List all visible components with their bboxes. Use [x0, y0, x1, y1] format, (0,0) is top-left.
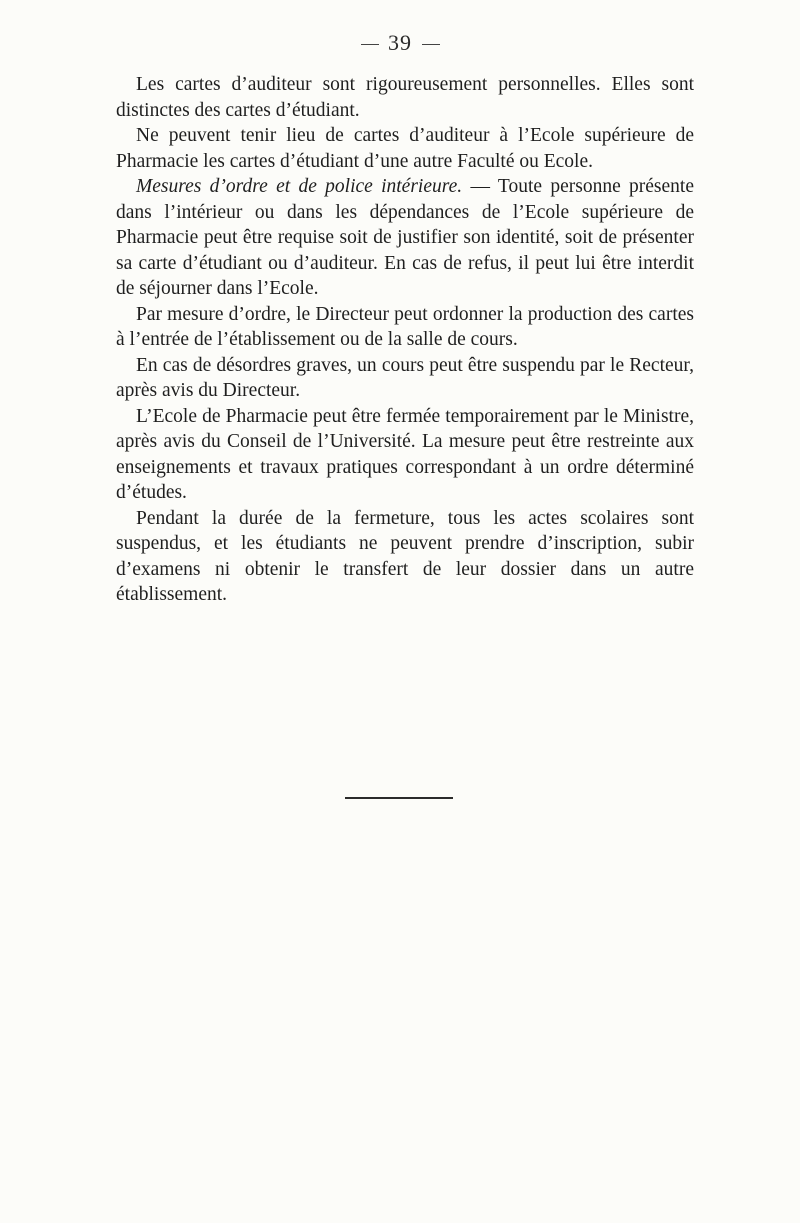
paragraph-text: Par mesure d’ordre, le Directeur peut ordonner la production des cartes à l’entrée de l’établissement ou de la salle de cours. — [116, 303, 694, 350]
paragraph-text: Les cartes d’auditeur sont rigoureusement personnelles. Elles sont distinctes des cartes d’étudiant. — [116, 74, 694, 121]
paragraph-text: Toute personne présente dans l’intérieur ou dans les dépendances de l’Ecole supérieure de Pharmacie peut être requise soit de justifier son identité, soit de présenter sa carte d’étudiant ou d’auditeur. En cas de refus, il peut lui être interdit de séjourner dans l’Ecole. — [116, 176, 694, 299]
header-dash-right — [422, 44, 440, 45]
page-header — [0, 30, 800, 56]
closing-rule — [345, 797, 453, 799]
heading-separator: — — [462, 176, 498, 197]
paragraph-fermeture-temporaire — [116, 404, 694, 506]
paragraph-cartes-personnelles — [116, 72, 694, 123]
paragraph-mesure-ordre-directeur — [116, 302, 694, 353]
paragraph-text: En cas de désordres graves, un cours peut être suspendu par le Recteur, après avis du Directeur. — [116, 354, 694, 401]
header-dash-left — [361, 44, 379, 45]
paragraph-desordres-graves — [116, 353, 694, 404]
paragraph-text: L’Ecole de Pharmacie peut être fermée temporairement par le Ministre, après avis du Conseil de l’Université. La mesure peut être restreinte aux enseignements et travaux pratiques correspondant à un ordre déterminé d’études. — [116, 405, 694, 503]
paragraph-mesures-ordre-police — [116, 174, 694, 302]
paragraph-cartes-etudiant-autre-faculte — [116, 123, 694, 174]
section-heading: Mesures d’ordre et de police intérieure. — [136, 176, 463, 197]
paragraph-text: Ne peuvent tenir lieu de cartes d’auditeur à l’Ecole supérieure de Pharmacie les cartes d’étudiant d’une autre Faculté ou Ecole. — [116, 125, 694, 172]
body-text — [116, 72, 694, 608]
paragraph-duree-fermeture — [116, 506, 694, 608]
page-number: 39 — [388, 30, 412, 55]
paragraph-text: Pendant la durée de la fermeture, tous les actes scolaires sont suspendus, et les étudiants ne peuvent prendre d’inscription, subir d’examens ni obtenir le transfert de leur dossier dans un autre établissement. — [116, 507, 694, 605]
